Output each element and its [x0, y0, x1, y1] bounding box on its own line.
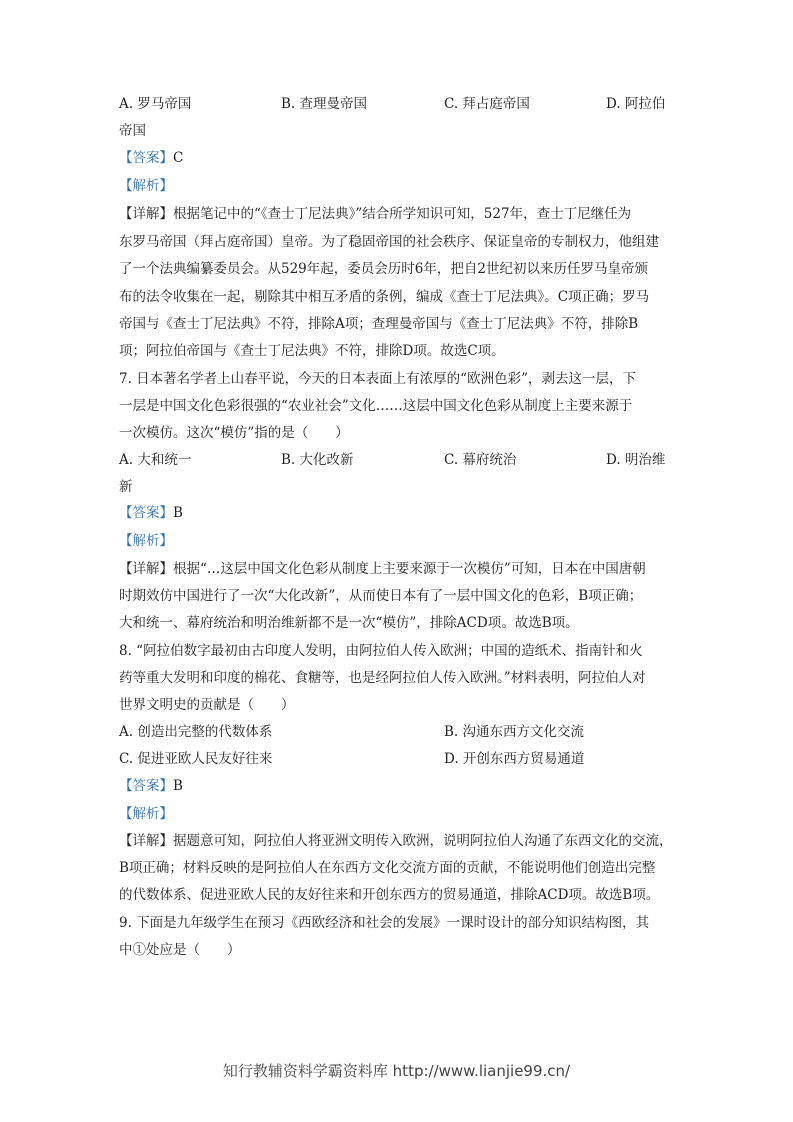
q6-detail-line: 帝国与《查士丁尼法典》不符，排除A项；查理曼帝国与《查士丁尼法典》不符，排除B: [119, 316, 639, 332]
q7-answer-label: 【答案】: [119, 505, 173, 521]
q8-answer-value: B: [173, 778, 183, 794]
q6-option-wrap: 帝国: [119, 123, 146, 139]
q6-answer-label: 【答案】: [119, 150, 173, 166]
q8-stem-line: 8. “阿拉伯数字最初由古印度人发明，由阿拉伯人传入欧洲；中国的造纸术、指南针和火: [119, 643, 643, 659]
footer-watermark: 知行教辅资料学霸资料库 http://www.lianjie99.cn/: [222, 1062, 571, 1080]
q7-detail-line: 时期效仿中国进行了一次“大化改新”，从而使日本有了一层中国文化的色彩，B项正确；: [119, 588, 643, 604]
q8-option-c: C. 促进亚欧人民友好往来: [119, 751, 273, 767]
q7-option-wrap: 新: [119, 479, 133, 495]
q9-stem-line: 中①处应是（ ）: [119, 942, 241, 958]
q7-answer: [119, 500, 679, 526]
q6-detail-line: 布的法令收集在一起，剔除其中相互矛盾的条例，编成《查士丁尼法典》。C项正确；罗马: [119, 289, 650, 305]
q7-option-d: D. 明治维: [606, 452, 666, 468]
q7-stem-line: 一层是中国文化色彩很强的“农业社会”文化……这层中国文化色彩从制度上主要来源于: [119, 398, 633, 414]
q6-detail-line: 东罗马帝国（拜占庭帝国）皇帝。为了稳固帝国的社会秩序、保证皇帝的专制权力，他组建: [119, 234, 659, 250]
q8-stem-line: 世界文明史的贡献是（ ）: [119, 697, 295, 713]
q7-detail-line: 【详解】根据“…这层中国文化色彩从制度上主要来源于一次模仿”可知，日本在中国唐朝: [119, 561, 646, 577]
q6-detail-line: 项；阿拉伯帝国与《查士丁尼法典》不符，排除D项。故选C项。: [119, 343, 505, 359]
q8-detail-line: B项正确；材料反映的是阿拉伯人在东西方文化交流方面的贡献，不能说明他们创造出完整: [119, 860, 656, 876]
q7-stem-line: 7. 日本著名学者上山春平说，今天的日本表面上有浓厚的“欧洲色彩”，剥去这一层，下: [119, 371, 636, 387]
q7-option-b: B. 大化改新: [281, 452, 354, 468]
q7-analysis-label: 【解析】: [119, 533, 173, 549]
q7-answer-value: B: [173, 505, 183, 521]
q6-option-d: D. 阿拉伯: [606, 96, 666, 112]
q6-detail-line: 了一个法典编纂委员会。从529年起，委员会历时6年，把自2世纪初以来历任罗马皇帝颁: [119, 261, 648, 277]
q8-detail-line: 【详解】据题意可知，阿拉伯人将亚洲文明传入欧洲，说明阿拉伯人沟通了东西文化的交流，: [119, 833, 673, 849]
q9-stem-line: 9. 下面是九年级学生在预习《西欧经济和社会的发展》一课时设计的部分知识结构图，其: [119, 915, 650, 931]
q6-answer-value: C: [173, 150, 184, 166]
q7-detail-line: 大和统一、幕府统治和明治维新都不是一次“模仿”，排除ACD项。故选B项。: [119, 615, 579, 631]
q7-option-a: A. 大和统一: [119, 452, 192, 468]
q8-detail-label: 【详解】: [119, 833, 173, 849]
q7-option-c: C. 幕府统治: [444, 452, 517, 468]
q8-stem-line: 药等重大发明和印度的棉花、食糖等，也是经阿拉伯人传入欧洲。”材料表明，阿拉伯人对: [119, 670, 646, 686]
q8-option-a: A. 创造出完整的代数体系: [119, 724, 273, 740]
q8-answer: [119, 773, 679, 799]
q8-answer-label: 【答案】: [119, 778, 173, 794]
q6-option-c: C. 拜占庭帝国: [444, 96, 530, 112]
q8-detail-line: 的代数体系、促进亚欧人民的友好往来和开创东西方的贸易通道，排除ACD项。故选B项。: [119, 887, 660, 903]
q6-analysis-label: 【解析】: [119, 178, 173, 194]
q6-detail-line: 【详解】根据笔记中的“《查士丁尼法典》”结合所学知识可知，527年，查士丁尼继任为: [119, 206, 632, 222]
q6-option-a: A. 罗马帝国: [119, 96, 192, 112]
q6-detail-label: 【详解】: [119, 206, 173, 222]
q8-option-d: D. 开创东西方贸易通道: [444, 751, 585, 767]
q8-option-b: B. 沟通东西方文化交流: [444, 724, 585, 740]
q7-detail-label: 【详解】: [119, 561, 173, 577]
q6-answer: [119, 145, 679, 171]
q8-analysis-label: 【解析】: [119, 806, 173, 822]
q6-option-b: B. 查理曼帝国: [281, 96, 368, 112]
q7-stem-line: 一次模仿。这次“模仿”指的是（ ）: [119, 425, 349, 441]
